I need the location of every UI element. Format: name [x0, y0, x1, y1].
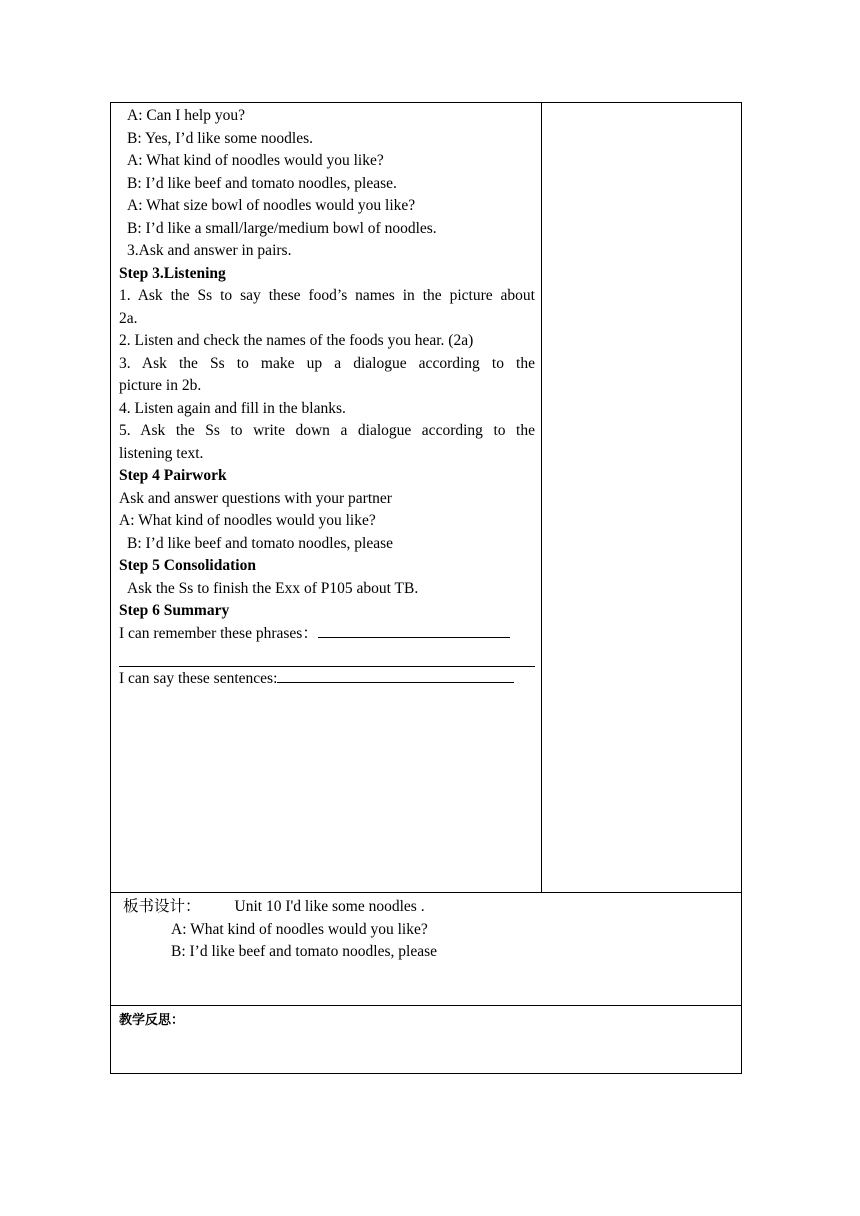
- step3-item3-cont: picture in 2b.: [119, 377, 202, 394]
- phrases-blank: [318, 623, 510, 638]
- board-title-row: [119, 896, 733, 919]
- dialogue-line: 3.Ask and answer in pairs.: [127, 242, 292, 259]
- step4-line: Ask and answer questions with your partner: [119, 489, 392, 507]
- lesson-plan-table: [110, 102, 742, 1074]
- step3-item4: 4. Listen again and fill in the blanks.: [119, 399, 346, 417]
- step5-line: Ask the Ss to finish the Exx of P105 about TB.: [127, 579, 419, 597]
- dialogue-line: B: I’d like beef and tomato noodles, please.: [127, 174, 397, 192]
- procedure-cell: [111, 103, 542, 892]
- phrases-blank-line: [119, 645, 535, 667]
- dialogue-line: A: What kind of noodles would you like?: [127, 152, 384, 169]
- notes-cell: [542, 103, 741, 892]
- board-design-cell: [111, 893, 741, 1005]
- dialogue-line: B: Yes, I’d like some noodles.: [127, 129, 313, 147]
- sentences-blank: [277, 668, 514, 683]
- dialogue-line: A: What size bowl of noodles would you like?: [127, 197, 416, 214]
- step6-heading: Step 6 Summary: [119, 602, 230, 619]
- dialogue-line: B: I’d like a small/large/medium bowl of noodles.: [127, 219, 437, 237]
- board-unit-title: Unit 10 I'd like some noodles .: [234, 898, 425, 915]
- phrases-label: I can remember these phrases：: [119, 624, 318, 642]
- step3-item5: 5. Ask the Ss to write down a dialogue according to the: [119, 422, 535, 439]
- step3-item2: 2. Listen and check the names of the foods you hear. (2a): [119, 332, 474, 349]
- step4-line: A: What kind of noodles would you like?: [119, 512, 376, 529]
- step3-item5-cont: listening text.: [119, 444, 204, 462]
- step3-item1-cont: 2a.: [119, 309, 138, 327]
- step3-item3: 3. Ask the Ss to make up a dialogue according to the: [119, 354, 535, 372]
- sentences-label: I can say these sentences:: [119, 670, 278, 687]
- board-line: A: What kind of noodles would you like?: [171, 920, 428, 938]
- step3-heading: Step 3.Listening: [119, 264, 226, 282]
- step5-heading: Step 5 Consolidation: [119, 557, 256, 574]
- step4-heading: Step 4 Pairwork: [119, 467, 227, 484]
- step4-line: B: I’d like beef and tomato noodles, please: [127, 534, 394, 552]
- dialogue-line: A: Can I help you?: [127, 107, 245, 124]
- reflection-label: 教学反思：: [119, 1013, 185, 1028]
- reflection-cell: [111, 1006, 741, 1073]
- phrases-row: [119, 623, 535, 646]
- board-line: B: I’d like beef and tomato noodles, please: [171, 943, 438, 960]
- step3-item1: 1. Ask the Ss to say these food’s names in the picture about: [119, 287, 535, 304]
- sentences-row: [119, 668, 535, 691]
- board-label: 板书设计：: [123, 898, 201, 915]
